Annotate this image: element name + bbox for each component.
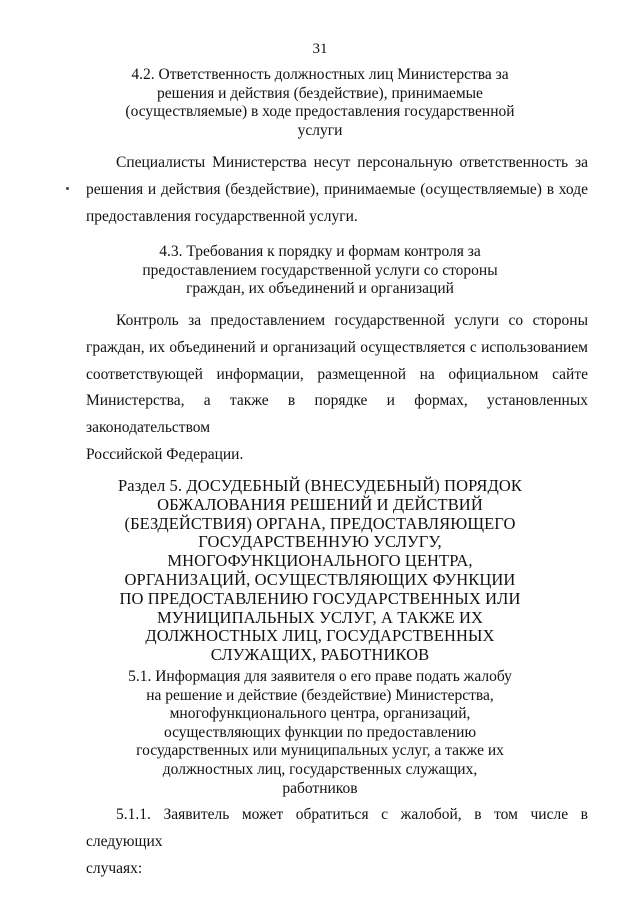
section-5-heading	[110, 477, 530, 665]
heading-line: ГОСУДАРСТВЕННУЮ УСЛУГУ,	[198, 532, 442, 552]
heading-line: должностных лиц, государственных служащих,	[162, 760, 478, 778]
heading-line: МНОГОФУНКЦИОНАЛЬНОГО ЦЕНТРА,	[167, 551, 473, 571]
paragraph-line: предоставления государственной услуги.	[86, 207, 358, 225]
heading-line: ОБЖАЛОВАНИЯ РЕШЕНИЙ И ДЕЙСТВИЙ	[157, 494, 483, 514]
section-5-1-heading	[110, 668, 530, 798]
section-4-3-heading	[120, 243, 520, 299]
heading-line: МУНИЦИПАЛЬНЫХ УСЛУГ, А ТАКЖЕ ИХ	[156, 607, 484, 627]
paragraph-line: Министерства, а также в порядке и формах, установленных законодательством	[86, 392, 588, 437]
heading-line: ОРГАНИЗАЦИЙ, ОСУЩЕСТВЛЯЮЩИХ ФУНКЦИИ	[124, 569, 516, 589]
heading-line: (БЕЗДЕЙСТВИЯ) ОРГАНА, ПРЕДОСТАВЛЯЮЩЕГО	[124, 513, 516, 533]
scan-speck	[66, 187, 69, 190]
heading-line: ПО ПРЕДОСТАВЛЕНИЮ ГОСУДАРСТВЕННЫХ ИЛИ	[119, 588, 521, 608]
paragraph-line: Специалисты Министерства несут персональную ответственность за	[116, 154, 588, 171]
heading-line: предоставлением государственной услуги со стороны	[142, 261, 498, 279]
section-4-3-paragraph	[86, 308, 588, 469]
heading-line: ДОЛЖНОСТНЫХ ЛИЦ, ГОСУДАРСТВЕННЫХ	[145, 626, 495, 646]
heading-line: осуществляющих функции по предоставлению	[163, 723, 477, 741]
paragraph-line: Российской Федерации.	[86, 445, 244, 463]
paragraph-line: граждан, их объединений и организаций осуществляется с использованием	[86, 338, 588, 356]
heading-line: работников	[282, 779, 358, 797]
paragraph-line: решения и действия (бездействие), принимаемые (осуществляемые) в ходе	[86, 180, 588, 198]
heading-line: (осуществляемые) в ходе предоставления государственной	[125, 103, 515, 121]
heading-line: Раздел 5. ДОСУДЕБНЫЙ (ВНЕСУДЕБНЫЙ) ПОРЯДОК	[118, 476, 522, 495]
paragraph-line: Контроль за предоставлением государственной услуги со стороны	[116, 312, 588, 329]
heading-line: СЛУЖАЩИХ, РАБОТНИКОВ	[210, 645, 430, 665]
section-4-2-paragraph	[86, 150, 588, 230]
heading-line: 4.2. Ответственность должностных лиц Министерства за	[131, 66, 509, 83]
paragraph-line: соответствующей информации, размещенной на официальном сайте	[86, 365, 588, 383]
heading-line: 4.3. Требования к порядку и формам контроля за	[159, 243, 481, 260]
heading-line: многофункционального центра, организаций,	[169, 705, 471, 723]
section-5-1-1-paragraph	[86, 802, 588, 882]
heading-line: государственных или муниципальных услуг, а также их	[136, 742, 504, 760]
heading-line: граждан, их объединений и организаций	[186, 280, 454, 298]
heading-line: на решение и действие (бездействие) Министерства,	[146, 686, 494, 704]
section-4-2-heading	[110, 66, 530, 141]
heading-line: 5.1. Информация для заявителя о его праве подать жалобу	[128, 668, 512, 685]
paragraph-line: случаях:	[86, 859, 143, 877]
page-number: 31	[312, 41, 328, 57]
paragraph-line: 5.1.1. Заявитель может обратиться с жалобой, в том числе в следующих	[86, 806, 588, 850]
heading-line: решения и действия (бездействие), принимаемые	[157, 84, 483, 102]
heading-line: услуги	[297, 122, 343, 140]
